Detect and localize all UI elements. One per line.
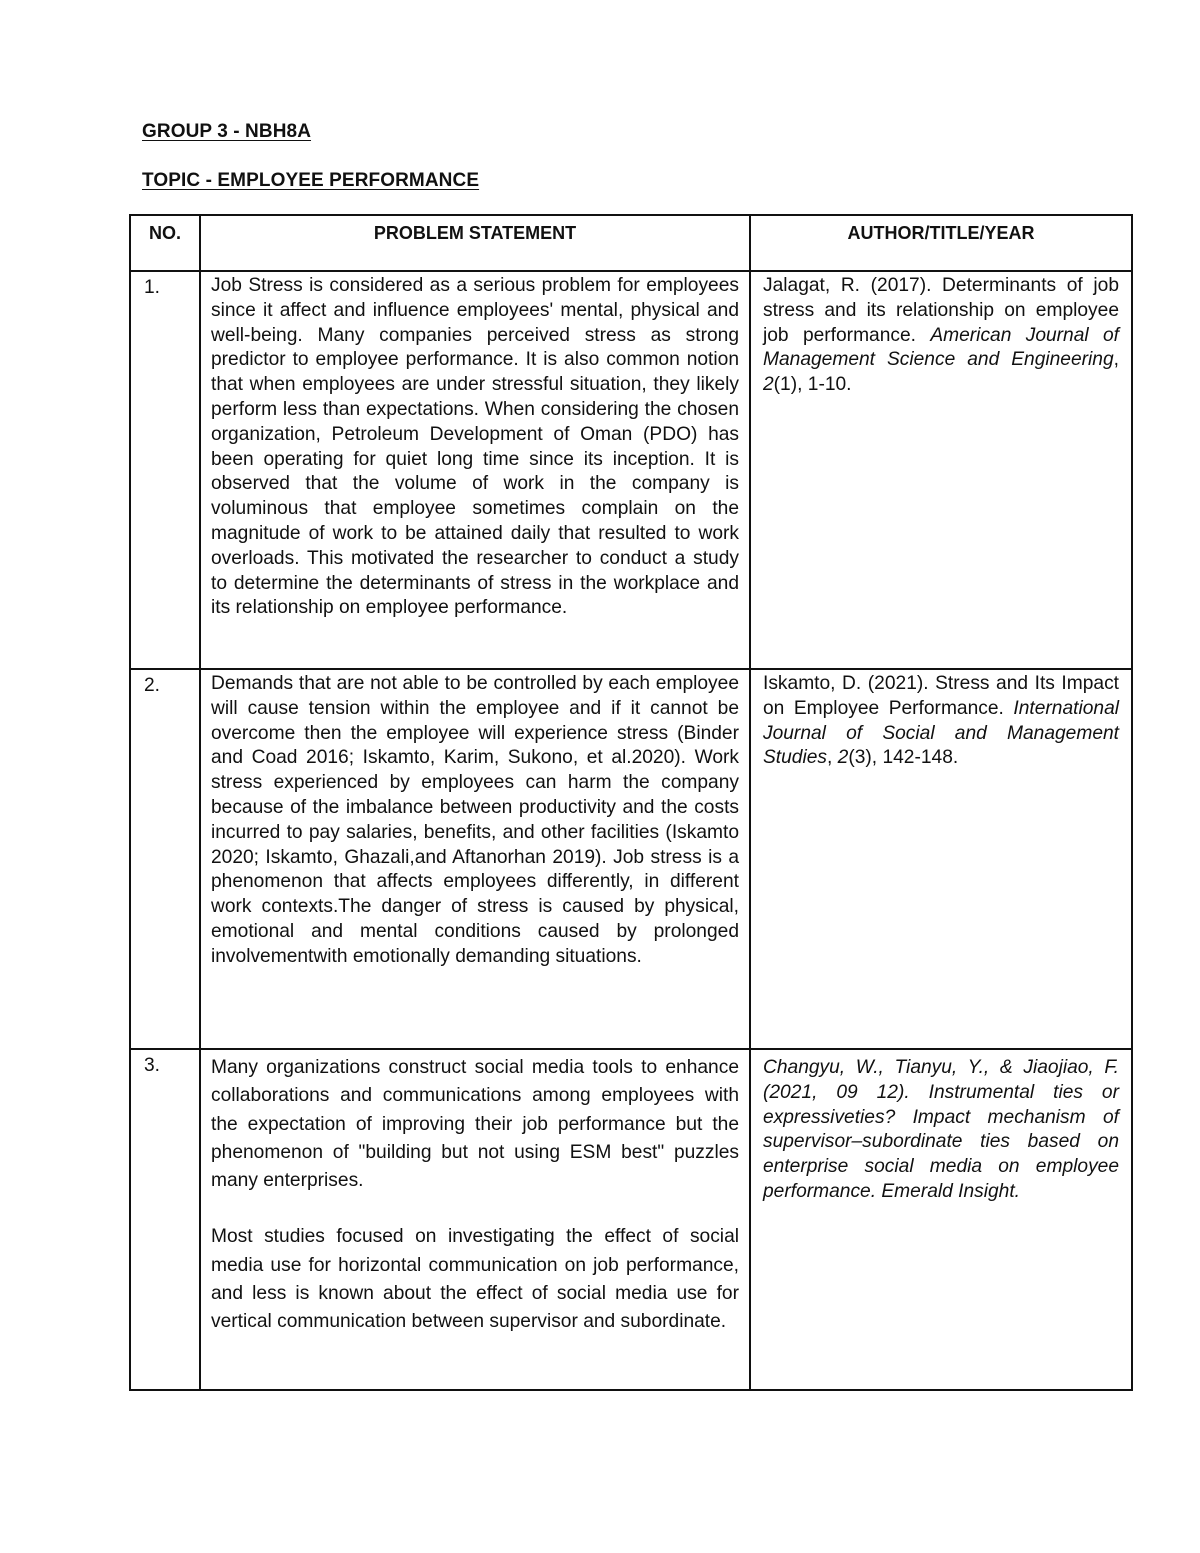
reference-separator: , (1113, 349, 1119, 371)
reference-text: Iskamto, D. (2021). Stress and Its Impact on Employee Performance. (763, 673, 1119, 719)
journal-title: International Journal of Social and Management Studies (763, 697, 1119, 769)
problem-statement: Demands that are not able to be controlled by each employee will cause tension within the employee and if it cannot be overcome then the employee will experience stress (Binder and Coad 2016; Iskamto, Karim, Sukono, et al.2020). Work stress experienced by employees can harm the company because of the imbalance between productivity and the costs incurred to pay salaries, benefits, and other facilities (Iskamto 2020; Iskamto, Ghazali,and Aftanorhan 2019). Job stress is a phenomenon that affects employees differently, in different work contexts.The danger of stress is caused by physical, emotional and mental conditions caused by prolonged involvementwith emotionally demanding situations. (200, 669, 750, 1049)
reference (750, 271, 1132, 669)
problem-statement: Job Stress is considered as a serious problem for employees since it affect and influence employees' mental, physical and well-being. Many companies perceived stress as strong predictor to employee performance. It is also common notion that when employees are under stressful situation, they likely perform less than expectations. When considering the chosen organization, Petroleum Development of Oman (PDO) has been operating for quiet long time since its inception. It is observed that the volume of work in the company is voluminous that employee sometimes complain on the magnitude of work to be attained daily that resulted to work overloads. This motivated the researcher to conduct a study to determine the determinants of stress in the workplace and its relationship on employee performance. (200, 271, 750, 669)
topic-heading: TOPIC - EMPLOYEE PERFORMANCE (142, 170, 480, 191)
column-header-problem-statement: PROBLEM STATEMENT (200, 215, 750, 271)
journal-title: American Journal of Management Science and Engineering (763, 324, 1119, 371)
journal-volume: 2 (837, 747, 849, 769)
journal-issue-pages: (1), 1-10. (773, 374, 852, 396)
reference-separator: , (827, 747, 838, 769)
group-heading: GROUP 3 - NBH8A (142, 121, 312, 142)
journal-issue-pages: (3), 142-148. (848, 747, 959, 769)
journal-volume: 2 (763, 374, 774, 396)
column-header-no: NO. (130, 215, 200, 271)
table-row (130, 669, 1132, 1049)
reference: Changyu, W., Tianyu, Y., & Jiaojiao, F. (2021, 09 12). Instrumental ties or expressiveties? Impact mechanism of supervisor–subordinate ties based on enterprise social media on employee performance. Emerald Insight. (750, 1049, 1132, 1390)
problem-statement (200, 1049, 750, 1390)
reference (750, 669, 1132, 1049)
row-number: 1. (130, 271, 200, 669)
row-number: 3. (130, 1049, 200, 1390)
table-header-row (130, 215, 1132, 271)
table-row (130, 271, 1132, 669)
problem-statement-paragraph: Many organizations construct social media tools to enhance collaborations and communications among employees with the expectation of improving their job performance but the phenomenon of "building but not using ESM best" puzzles many enterprises. (211, 1057, 739, 1192)
table-row (130, 1049, 1132, 1390)
reference-text: Jalagat, R. (2017). Determinants of job stress and its relationship on employee job performance. (763, 275, 1119, 346)
literature-table (129, 214, 1133, 1391)
column-header-author-title-year: AUTHOR/TITLE/YEAR (750, 215, 1132, 271)
row-number: 2. (130, 669, 200, 1049)
problem-statement-paragraph: Most studies focused on investigating the effect of social media use for horizontal communication on job performance, and less is known about the effect of social media use for vertical communication between supervisor and subordinate. (211, 1226, 739, 1333)
